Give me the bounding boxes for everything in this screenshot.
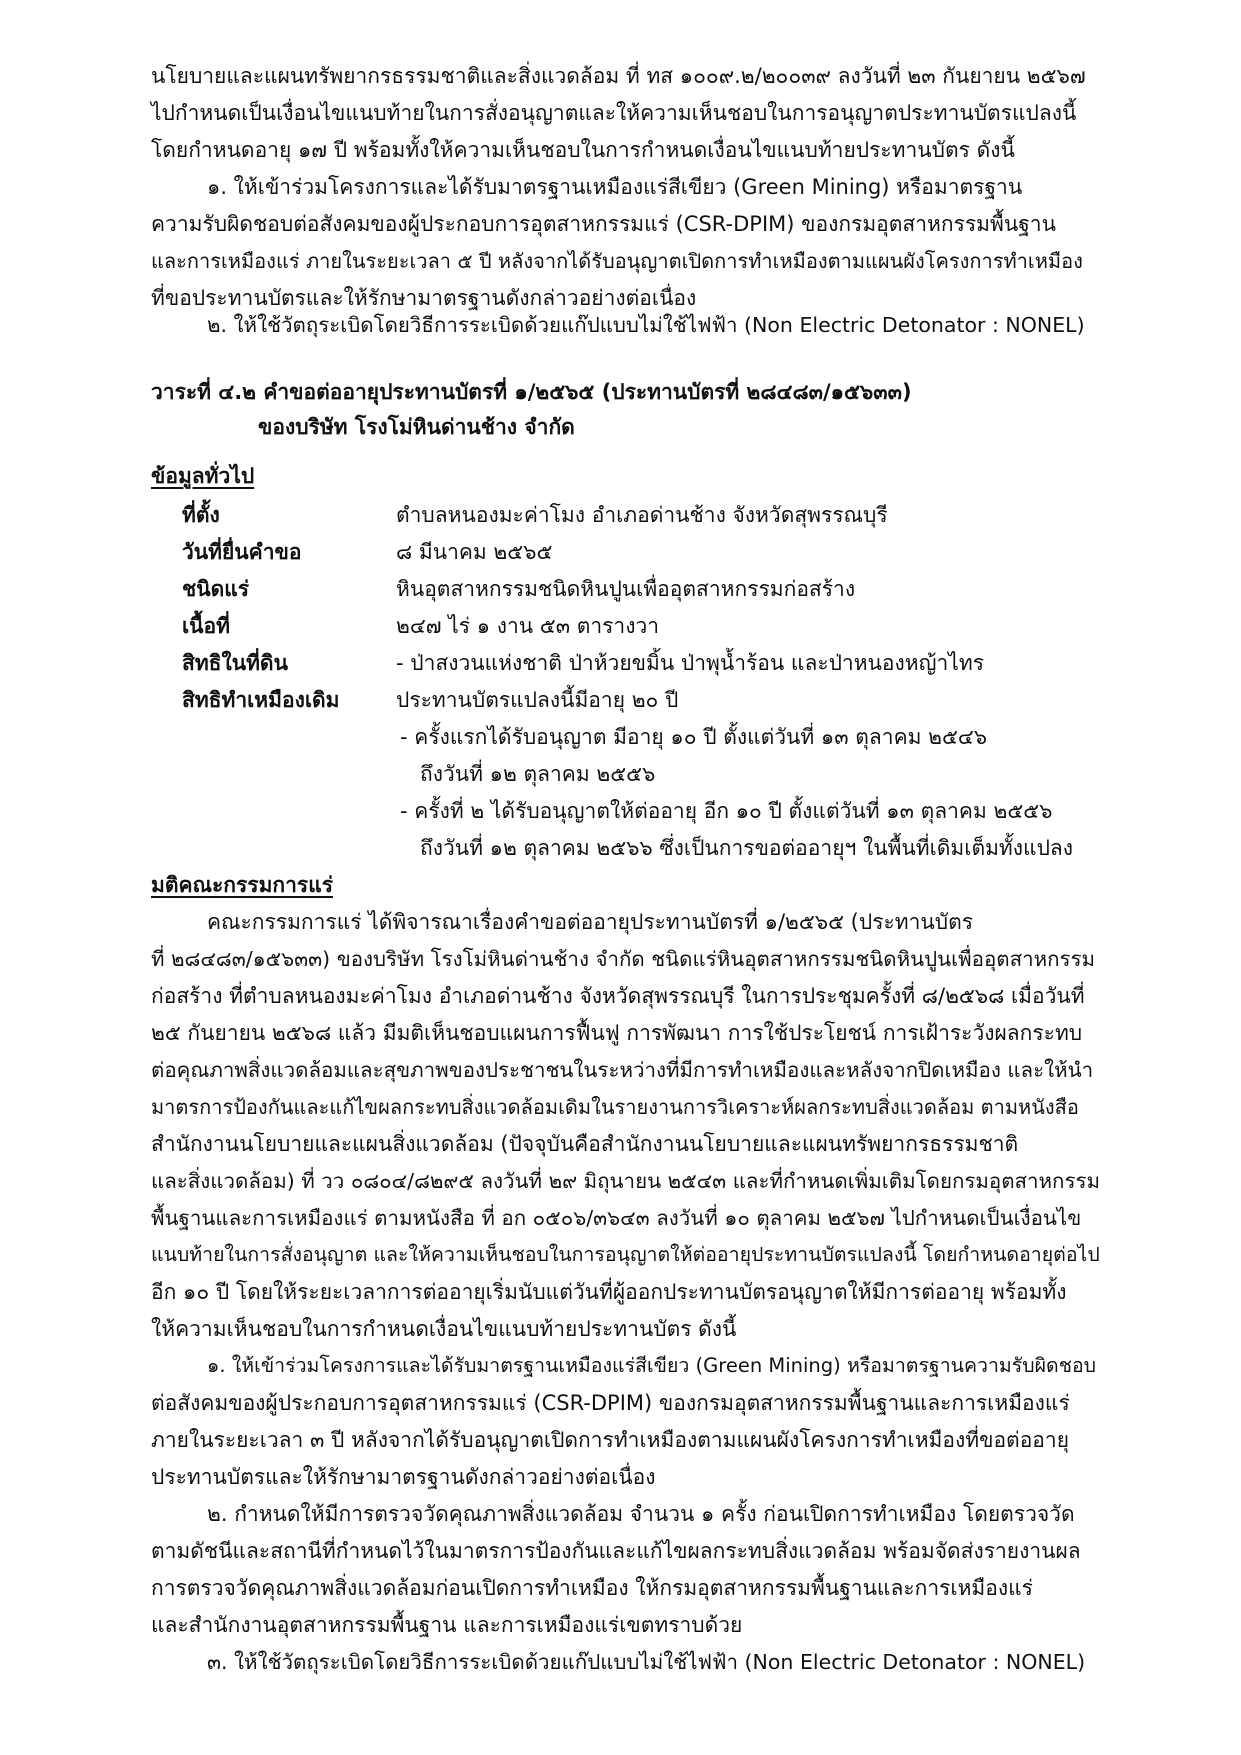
info-label: วันที่ยื่นคำขอ (182, 540, 302, 564)
history-line: - ครั้งที่ ๒ ได้รับอนุญาตให้ต่ออายุ อีก ๑๐ ปี ตั้งแต่วันที่ ๑๓ ตุลาคม ๒๕๕๖ (400, 799, 1053, 823)
info-label: สิทธิในที่ดิน (182, 651, 288, 675)
info-label: เนื้อที่ (182, 614, 230, 638)
general-info-heading: ข้อมูลทั่วไป (151, 464, 255, 488)
resolution-line: อีก ๑๐ ปี โดยให้ระยะเวลาการต่ออายุเริ่มนับแต่วันที่ผู้ออกประทานบัตรอนุญาตให้มีการต่ออายุ พร้อมทั้ง (151, 1280, 1067, 1304)
info-value: ตำบลหนองมะค่าโมง อำเภอด่านช้าง จังหวัดสุพรรณบุรี (396, 503, 888, 527)
condition-line: ๒. ให้ใช้วัตถุระเบิดโดยวิธีการระเบิดด้วยแก๊ปแบบไม่ใช้ไฟฟ้า (Non Electric Detonator : NONEL) (207, 313, 1085, 337)
resolution-line: พื้นฐานและการเหมืองแร่ ตามหนังสือ ที่ อก ๐๕๐๖/๓๖๔๓ ลงวันที่ ๑๐ ตุลาคม ๒๕๖๗ ไปกำหนดเป็นเงื่อนไข (151, 1206, 1082, 1230)
paragraph-line: และการเหมืองแร่ ภายในระยะเวลา ๕ ปี หลังจากได้รับอนุญาตเปิดการทำเหมืองตามแผนผังโครงการทำเหมือง (151, 249, 1083, 273)
resolution-line: ต่อสังคมของผู้ประกอบการอุตสาหกรรมแร่ (CSR-DPIM) ของกรมอุตสาหกรรมพื้นฐานและการเหมืองแร่ (151, 1391, 1070, 1415)
agenda-title: วาระที่ ๔.๒ คำขอต่ออายุประทานบัตรที่ ๑/๒๕๖๕ (ประทานบัตรที่ ๒๘๔๘๓/๑๕๖๓๓) (151, 380, 912, 404)
history-line: ถึงวันที่ ๑๒ ตุลาคม ๒๕๕๖ (420, 762, 656, 786)
resolution-line: แนบท้ายในการสั่งอนุญาต และให้ความเห็นชอบในการอนุญาตให้ต่ออายุประทานบัตรแปลงนี้ โดยกำหนดอายุต่อไป (151, 1243, 1100, 1266)
paragraph-line: ไปกำหนดเป็นเงื่อนไขแนบท้ายในการสั่งอนุญาตและให้ความเห็นชอบในการอนุญาตประทานบัตรแปลงนี้ (151, 101, 1077, 125)
resolution-line: สำนักงานนโยบายและแผนสิ่งแวดล้อม (ปัจจุบันคือสำนักงานนโยบายและแผนทรัพยากรธรรมชาติ (151, 1132, 1019, 1156)
resolution-condition: ๑. ให้เข้าร่วมโครงการและได้รับมาตรฐานเหมืองแร่สีเขียว (Green Mining) หรือมาตรฐานความรับผิดชอบ (207, 1354, 1097, 1377)
paragraph-line: โดยกำหนดอายุ ๑๗ ปี พร้อมทั้งให้ความเห็นชอบในการกำหนดเงื่อนไขแนบท้ายประทานบัตร ดังนี้ (151, 138, 1015, 162)
info-value: หินอุตสาหกรรมชนิดหินปูนเพื่ออุตสาหกรรมก่อสร้าง (396, 577, 856, 601)
info-label: สิทธิทำเหมืองเดิม (182, 688, 340, 712)
resolution-line: ภายในระยะเวลา ๓ ปี หลังจากได้รับอนุญาตเปิดการทำเหมืองตามแผนผังโครงการทำเหมืองที่ขอต่ออายุ (151, 1428, 1070, 1452)
info-value: ๘ มีนาคม ๒๕๖๕ (396, 540, 553, 564)
resolution-heading: มติคณะกรรมการแร่ (151, 873, 334, 897)
info-value: ประทานบัตรแปลงนี้มีอายุ ๒๐ ปี (396, 688, 679, 712)
resolution-line: ให้ความเห็นชอบในการกำหนดเงื่อนไขแนบท้ายประทานบัตร ดังนี้ (151, 1317, 737, 1341)
resolution-condition: ๒. กำหนดให้มีการตรวจวัดคุณภาพสิ่งแวดล้อม จำนวน ๑ ครั้ง ก่อนเปิดการทำเหมือง โดยตรวจวัด (207, 1502, 1075, 1526)
paragraph-line: ที่ขอประทานบัตรและให้รักษามาตรฐานดังกล่าวอย่างต่อเนื่อง (151, 286, 697, 310)
condition-line: ๑. ให้เข้าร่วมโครงการและได้รับมาตรฐานเหมืองแร่สีเขียว (Green Mining) หรือมาตรฐาน (207, 175, 1023, 199)
history-line: ถึงวันที่ ๑๒ ตุลาคม ๒๕๖๖ ซึ่งเป็นการขอต่ออายุฯ ในพื้นที่เดิมเต็มทั้งแปลง (420, 836, 1074, 860)
paragraph-line: ความรับผิดชอบต่อสังคมของผู้ประกอบการอุตสาหกรรมแร่ (CSR-DPIM) ของกรมอุตสาหกรรมพื้นฐาน (151, 212, 1056, 236)
resolution-line: การตรวจวัดคุณภาพสิ่งแวดล้อมก่อนเปิดการทำเหมือง ให้กรมอุตสาหกรรมพื้นฐานและการเหมืองแร่ (151, 1576, 1033, 1600)
resolution-line: มาตรการป้องกันและแก้ไขผลกระทบสิ่งแวดล้อมเดิมในรายงานการวิเคราะห์ผลกระทบสิ่งแวดล้อม ตามหนังสือ (151, 1095, 1079, 1119)
agenda-company: ของบริษัท โรงโม่หินด่านช้าง จำกัด (258, 415, 575, 439)
resolution-condition: ๓. ให้ใช้วัตถุระเบิดโดยวิธีการระเบิดด้วยแก๊ปแบบไม่ใช้ไฟฟ้า (Non Electric Detonator : NONEL) (207, 1650, 1086, 1674)
paragraph-line: นโยบายและแผนทรัพยากรธรรมชาติและสิ่งแวดล้อม ที่ ทส ๑๐๐๙.๒/๒๐๐๓๙ ลงวันที่ ๒๓ กันยายน ๒๕๖๗ (151, 64, 1086, 88)
resolution-line: ที่ ๒๘๔๘๓/๑๕๖๓๓) ของบริษัท โรงโม่หินด่านช้าง จำกัด ชนิดแร่หินอุตสาหกรรมชนิดหินปูนเพื่ออุตสาหกรรม (151, 947, 1096, 971)
resolution-line: และสำนักงานอุตสาหกรรมพื้นฐาน และการเหมืองแร่เขตทราบด้วย (151, 1613, 743, 1637)
resolution-line: ก่อสร้าง ที่ตำบลหนองมะค่าโมง อำเภอด่านช้าง จังหวัดสุพรรณบุรี ในการประชุมครั้งที่ ๘/๒๕๖๘ เมื่อวันที่ (151, 984, 1085, 1008)
info-label: ที่ตั้ง (182, 503, 220, 527)
resolution-line: ๒๕ กันยายน ๒๕๖๘ แล้ว มีมติเห็นชอบแผนการฟื้นฟู การพัฒนา การใช้ประโยชน์ การเฝ้าระวังผลกระทบ (151, 1021, 1083, 1045)
resolution-line: ต่อคุณภาพสิ่งแวดล้อมและสุขภาพของประชาชนในระหว่างที่มีการทำเหมืองและหลังจากปิดเหมือง และให้นำ (151, 1058, 1094, 1082)
info-value: ๒๔๗ ไร่ ๑ งาน ๕๓ ตารางวา (396, 614, 660, 638)
history-line: - ครั้งแรกได้รับอนุญาต มีอายุ ๑๐ ปี ตั้งแต่วันที่ ๑๓ ตุลาคม ๒๕๔๖ (400, 725, 988, 749)
resolution-line: ประทานบัตรและให้รักษามาตรฐานดังกล่าวอย่างต่อเนื่อง (151, 1465, 656, 1489)
resolution-line: คณะกรรมการแร่ ได้พิจารณาเรื่องคำขอต่ออายุประทานบัตรที่ ๑/๒๕๖๕ (ประทานบัตร (207, 910, 973, 934)
info-label: ชนิดแร่ (182, 577, 250, 601)
info-value: - ป่าสงวนแห่งชาติ ป่าห้วยขมิ้น ป่าพุน้ำร้อน และป่าหนองหญ้าไทร (396, 651, 984, 675)
resolution-line: และสิ่งแวดล้อม) ที่ วว ๐๘๐๔/๘๒๙๕ ลงวันที่ ๒๙ มิถุนายน ๒๕๔๓ และที่กำหนดเพิ่มเติมโดยกรมอุตสาหกรรม (151, 1169, 1100, 1193)
resolution-line: ตามดัชนีและสถานีที่กำหนดไว้ในมาตรการป้องกันและแก้ไขผลกระทบสิ่งแวดล้อม พร้อมจัดส่งรายงานผล (151, 1539, 1081, 1563)
